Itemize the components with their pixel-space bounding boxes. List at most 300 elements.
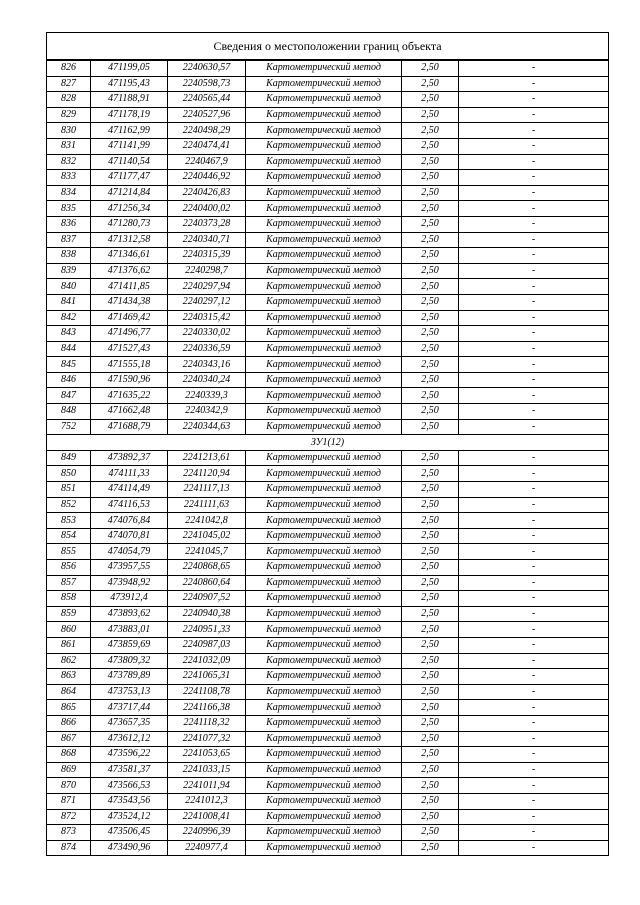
- coordinate-x-cell: 471188,91: [91, 92, 168, 108]
- description-cell: -: [459, 653, 609, 669]
- coordinate-y-cell: 2240630,57: [168, 61, 246, 77]
- coordinate-y-cell: 2241032,09: [168, 653, 246, 669]
- coordinate-y-cell: 2241166,38: [168, 700, 246, 716]
- description-cell: -: [459, 279, 609, 295]
- description-cell: -: [459, 778, 609, 794]
- point-number-cell: 874: [47, 840, 91, 856]
- coordinate-x-cell: 471555,18: [91, 357, 168, 373]
- method-cell: Картометрический метод: [246, 310, 402, 326]
- accuracy-cell: 2,50: [402, 123, 459, 139]
- point-number-cell: 846: [47, 372, 91, 388]
- method-cell: Картометрический метод: [246, 154, 402, 170]
- point-number-cell: 867: [47, 731, 91, 747]
- description-cell: -: [459, 809, 609, 825]
- coordinate-x-cell: 471590,96: [91, 372, 168, 388]
- table-row: [47, 528, 609, 544]
- method-cell: Картометрический метод: [246, 404, 402, 420]
- description-cell: -: [459, 294, 609, 310]
- description-cell: -: [459, 76, 609, 92]
- method-cell: Картометрический метод: [246, 747, 402, 763]
- accuracy-cell: 2,50: [402, 731, 459, 747]
- description-cell: -: [459, 232, 609, 248]
- method-cell: Картометрический метод: [246, 263, 402, 279]
- table-row: [47, 575, 609, 591]
- method-cell: Картометрический метод: [246, 232, 402, 248]
- point-number-cell: 844: [47, 341, 91, 357]
- point-number-cell: 827: [47, 76, 91, 92]
- table-row: [47, 747, 609, 763]
- point-number-cell: 833: [47, 170, 91, 186]
- method-cell: Картометрический метод: [246, 591, 402, 607]
- table-row: [47, 637, 609, 653]
- coordinate-y-cell: 2240297,94: [168, 279, 246, 295]
- point-number-cell: 838: [47, 248, 91, 264]
- point-number-cell: 836: [47, 216, 91, 232]
- table-row: [47, 201, 609, 217]
- description-cell: -: [459, 92, 609, 108]
- coordinate-y-cell: 2240342,9: [168, 404, 246, 420]
- method-cell: Картометрический метод: [246, 61, 402, 77]
- coordinate-x-cell: 471635,22: [91, 388, 168, 404]
- table-row: [47, 372, 609, 388]
- description-cell: -: [459, 793, 609, 809]
- table-row: [47, 248, 609, 264]
- accuracy-cell: 2,50: [402, 747, 459, 763]
- method-cell: Картометрический метод: [246, 793, 402, 809]
- coordinate-x-cell: 473612,12: [91, 731, 168, 747]
- coordinate-y-cell: 2241065,31: [168, 669, 246, 685]
- accuracy-cell: 2,50: [402, 372, 459, 388]
- accuracy-cell: 2,50: [402, 715, 459, 731]
- method-cell: Картометрический метод: [246, 575, 402, 591]
- coordinate-y-cell: 2241053,65: [168, 747, 246, 763]
- table-row: [47, 840, 609, 856]
- point-number-cell: 868: [47, 747, 91, 763]
- table-row: [47, 61, 609, 77]
- point-number-cell: 855: [47, 544, 91, 560]
- point-number-cell: 837: [47, 232, 91, 248]
- point-number-cell: 871: [47, 793, 91, 809]
- coordinate-x-cell: 473506,45: [91, 825, 168, 841]
- method-cell: Картометрический метод: [246, 622, 402, 638]
- coordinate-y-cell: 2240336,59: [168, 341, 246, 357]
- table-row: [47, 123, 609, 139]
- coordinate-x-cell: 474116,53: [91, 497, 168, 513]
- description-cell: -: [459, 575, 609, 591]
- accuracy-cell: 2,50: [402, 263, 459, 279]
- description-cell: -: [459, 591, 609, 607]
- method-cell: Картометрический метод: [246, 170, 402, 186]
- description-cell: -: [459, 388, 609, 404]
- accuracy-cell: 2,50: [402, 232, 459, 248]
- method-cell: Картометрический метод: [246, 637, 402, 653]
- description-cell: -: [459, 404, 609, 420]
- coordinate-x-cell: 471469,42: [91, 310, 168, 326]
- coordinate-y-cell: 2241077,32: [168, 731, 246, 747]
- accuracy-cell: 2,50: [402, 185, 459, 201]
- accuracy-cell: 2,50: [402, 92, 459, 108]
- table-row: [47, 107, 609, 123]
- point-number-cell: 842: [47, 310, 91, 326]
- point-number-cell: 826: [47, 61, 91, 77]
- point-number-cell: 848: [47, 404, 91, 420]
- description-cell: -: [459, 669, 609, 685]
- coordinate-y-cell: 2241108,78: [168, 684, 246, 700]
- table-row: [47, 466, 609, 482]
- accuracy-cell: 2,50: [402, 419, 459, 435]
- coordinate-x-cell: 473524,12: [91, 809, 168, 825]
- table-row: [47, 482, 609, 498]
- coordinate-x-cell: 473948,92: [91, 575, 168, 591]
- method-cell: Картометрический метод: [246, 684, 402, 700]
- coordinate-x-cell: 471411,85: [91, 279, 168, 295]
- coordinate-y-cell: 2240400,02: [168, 201, 246, 217]
- coordinate-x-cell: 471140,54: [91, 154, 168, 170]
- accuracy-cell: 2,50: [402, 248, 459, 264]
- coordinate-y-cell: 2240344,63: [168, 419, 246, 435]
- accuracy-cell: 2,50: [402, 778, 459, 794]
- method-cell: Картометрический метод: [246, 700, 402, 716]
- description-cell: -: [459, 513, 609, 529]
- accuracy-cell: 2,50: [402, 544, 459, 560]
- coordinate-y-cell: 2241011,94: [168, 778, 246, 794]
- method-cell: Картометрический метод: [246, 715, 402, 731]
- coordinate-x-cell: 471141,99: [91, 138, 168, 154]
- table-row: [47, 793, 609, 809]
- document-title: Сведения о местоположении границ объекта: [46, 32, 609, 60]
- method-cell: Картометрический метод: [246, 388, 402, 404]
- coordinate-y-cell: 2241012,3: [168, 793, 246, 809]
- coordinate-y-cell: 2240467,9: [168, 154, 246, 170]
- coordinate-y-cell: 2240907,52: [168, 591, 246, 607]
- coordinate-x-cell: 473490,96: [91, 840, 168, 856]
- coordinate-y-cell: 2241045,7: [168, 544, 246, 560]
- accuracy-cell: 2,50: [402, 669, 459, 685]
- accuracy-cell: 2,50: [402, 762, 459, 778]
- method-cell: Картометрический метод: [246, 248, 402, 264]
- coordinate-y-cell: 2240598,73: [168, 76, 246, 92]
- coordinate-x-cell: 473566,53: [91, 778, 168, 794]
- point-number-cell: 869: [47, 762, 91, 778]
- description-cell: -: [459, 747, 609, 763]
- coordinate-x-cell: 471376,62: [91, 263, 168, 279]
- accuracy-cell: 2,50: [402, 653, 459, 669]
- table-row: [47, 450, 609, 466]
- coordinate-x-cell: 473883,01: [91, 622, 168, 638]
- accuracy-cell: 2,50: [402, 622, 459, 638]
- table-row: [47, 170, 609, 186]
- coordinate-y-cell: 2240330,02: [168, 326, 246, 342]
- accuracy-cell: 2,50: [402, 466, 459, 482]
- accuracy-cell: 2,50: [402, 76, 459, 92]
- accuracy-cell: 2,50: [402, 528, 459, 544]
- table-row: [47, 591, 609, 607]
- table-row: [47, 513, 609, 529]
- coordinate-x-cell: 471496,77: [91, 326, 168, 342]
- accuracy-cell: 2,50: [402, 809, 459, 825]
- accuracy-cell: 2,50: [402, 154, 459, 170]
- method-cell: Картометрический метод: [246, 185, 402, 201]
- method-cell: Картометрический метод: [246, 466, 402, 482]
- table-row: [47, 310, 609, 326]
- description-cell: -: [459, 216, 609, 232]
- point-number-cell: 847: [47, 388, 91, 404]
- method-cell: Картометрический метод: [246, 450, 402, 466]
- point-number-cell: 860: [47, 622, 91, 638]
- coordinate-y-cell: 2240940,38: [168, 606, 246, 622]
- description-cell: -: [459, 138, 609, 154]
- description-cell: -: [459, 357, 609, 373]
- accuracy-cell: 2,50: [402, 107, 459, 123]
- point-number-cell: 852: [47, 497, 91, 513]
- coordinate-y-cell: 2240996,39: [168, 825, 246, 841]
- table-row: [47, 622, 609, 638]
- accuracy-cell: 2,50: [402, 404, 459, 420]
- coordinate-y-cell: 2241045,02: [168, 528, 246, 544]
- coordinate-x-cell: 473912,4: [91, 591, 168, 607]
- coordinate-x-cell: 473957,55: [91, 560, 168, 576]
- coordinate-y-cell: 2241042,8: [168, 513, 246, 529]
- point-number-cell: 863: [47, 669, 91, 685]
- description-cell: -: [459, 497, 609, 513]
- method-cell: Картометрический метод: [246, 497, 402, 513]
- coordinate-y-cell: 2240951,33: [168, 622, 246, 638]
- coordinate-x-cell: 471434,38: [91, 294, 168, 310]
- coordinate-y-cell: 2240297,12: [168, 294, 246, 310]
- method-cell: Картометрический метод: [246, 138, 402, 154]
- point-number-cell: 856: [47, 560, 91, 576]
- point-number-cell: 830: [47, 123, 91, 139]
- coordinate-y-cell: 2241120,94: [168, 466, 246, 482]
- description-cell: -: [459, 107, 609, 123]
- table-row: [47, 279, 609, 295]
- coordinate-x-cell: 471214,84: [91, 185, 168, 201]
- section-row: [47, 435, 609, 451]
- method-cell: Картометрический метод: [246, 216, 402, 232]
- coordinate-y-cell: 2240340,71: [168, 232, 246, 248]
- coordinate-y-cell: 2240527,96: [168, 107, 246, 123]
- description-cell: -: [459, 326, 609, 342]
- coordinate-x-cell: 471662,48: [91, 404, 168, 420]
- point-number-cell: 851: [47, 482, 91, 498]
- table-row: [47, 684, 609, 700]
- method-cell: Картометрический метод: [246, 372, 402, 388]
- table-row: [47, 216, 609, 232]
- document-sheet: [46, 32, 609, 856]
- coordinate-y-cell: 2240474,41: [168, 138, 246, 154]
- description-cell: -: [459, 310, 609, 326]
- table-row: [47, 185, 609, 201]
- point-number-cell: 850: [47, 466, 91, 482]
- accuracy-cell: 2,50: [402, 326, 459, 342]
- table-row: [47, 544, 609, 560]
- coordinate-y-cell: 2240315,42: [168, 310, 246, 326]
- coordinate-x-cell: 471162,99: [91, 123, 168, 139]
- accuracy-cell: 2,50: [402, 341, 459, 357]
- table-body-after-section: [47, 450, 609, 855]
- table-row: [47, 263, 609, 279]
- table-row: [47, 357, 609, 373]
- description-cell: -: [459, 201, 609, 217]
- coordinate-x-cell: 471177,47: [91, 170, 168, 186]
- accuracy-cell: 2,50: [402, 560, 459, 576]
- accuracy-cell: 2,50: [402, 138, 459, 154]
- point-number-cell: 862: [47, 653, 91, 669]
- accuracy-cell: 2,50: [402, 497, 459, 513]
- description-cell: -: [459, 185, 609, 201]
- coordinate-x-cell: 474070,81: [91, 528, 168, 544]
- method-cell: Картометрический метод: [246, 653, 402, 669]
- description-cell: -: [459, 825, 609, 841]
- coordinate-x-cell: 471688,79: [91, 419, 168, 435]
- method-cell: Картометрический метод: [246, 123, 402, 139]
- description-cell: -: [459, 419, 609, 435]
- coordinate-x-cell: 473809,32: [91, 653, 168, 669]
- point-number-cell: 849: [47, 450, 91, 466]
- coordinate-y-cell: 2240868,65: [168, 560, 246, 576]
- coordinate-y-cell: 2241033,15: [168, 762, 246, 778]
- accuracy-cell: 2,50: [402, 637, 459, 653]
- point-number-cell: 835: [47, 201, 91, 217]
- point-number-cell: 859: [47, 606, 91, 622]
- table-row: [47, 731, 609, 747]
- accuracy-cell: 2,50: [402, 700, 459, 716]
- method-cell: Картометрический метод: [246, 560, 402, 576]
- method-cell: Картометрический метод: [246, 92, 402, 108]
- coordinate-y-cell: 2241111,63: [168, 497, 246, 513]
- accuracy-cell: 2,50: [402, 825, 459, 841]
- table-row: [47, 825, 609, 841]
- coordinate-y-cell: 2240339,3: [168, 388, 246, 404]
- method-cell: Картометрический метод: [246, 528, 402, 544]
- point-number-cell: 829: [47, 107, 91, 123]
- method-cell: Картометрический метод: [246, 76, 402, 92]
- table-row: [47, 232, 609, 248]
- coordinate-y-cell: 2240860,64: [168, 575, 246, 591]
- table-row: [47, 715, 609, 731]
- description-cell: -: [459, 154, 609, 170]
- method-cell: Картометрический метод: [246, 201, 402, 217]
- coordinate-x-cell: 474076,84: [91, 513, 168, 529]
- coordinate-x-cell: 471199,05: [91, 61, 168, 77]
- coordinate-y-cell: 2240340,24: [168, 372, 246, 388]
- description-cell: -: [459, 560, 609, 576]
- method-cell: Картометрический метод: [246, 279, 402, 295]
- point-number-cell: 873: [47, 825, 91, 841]
- coordinate-y-cell: 2240373,28: [168, 216, 246, 232]
- table-row: [47, 154, 609, 170]
- accuracy-cell: 2,50: [402, 170, 459, 186]
- description-cell: -: [459, 450, 609, 466]
- point-number-cell: 865: [47, 700, 91, 716]
- coordinate-x-cell: 473893,62: [91, 606, 168, 622]
- method-cell: Картометрический метод: [246, 544, 402, 560]
- method-cell: Картометрический метод: [246, 419, 402, 435]
- accuracy-cell: 2,50: [402, 575, 459, 591]
- description-cell: -: [459, 762, 609, 778]
- point-number-cell: 843: [47, 326, 91, 342]
- coordinate-x-cell: 474054,79: [91, 544, 168, 560]
- description-cell: -: [459, 61, 609, 77]
- description-cell: -: [459, 684, 609, 700]
- coordinate-y-cell: 2241008,41: [168, 809, 246, 825]
- coordinate-y-cell: 2240426,83: [168, 185, 246, 201]
- coordinate-x-cell: 474111,33: [91, 466, 168, 482]
- coordinate-x-cell: 473657,35: [91, 715, 168, 731]
- description-cell: -: [459, 123, 609, 139]
- table-row: [47, 294, 609, 310]
- description-cell: -: [459, 466, 609, 482]
- table-row: [47, 669, 609, 685]
- coordinate-x-cell: 471178,19: [91, 107, 168, 123]
- coordinate-x-cell: 471346,61: [91, 248, 168, 264]
- point-number-cell: 870: [47, 778, 91, 794]
- section-row-group: [47, 435, 609, 451]
- coordinate-x-cell: 473789,89: [91, 669, 168, 685]
- table-row: [47, 778, 609, 794]
- coordinate-x-cell: 471256,34: [91, 201, 168, 217]
- method-cell: Картометрический метод: [246, 840, 402, 856]
- coordinate-x-cell: 474114,49: [91, 482, 168, 498]
- point-number-cell: 840: [47, 279, 91, 295]
- coordinate-x-cell: 473581,37: [91, 762, 168, 778]
- point-number-cell: 857: [47, 575, 91, 591]
- coordinate-y-cell: 2241213,61: [168, 450, 246, 466]
- boundary-coordinates-table: [46, 60, 609, 856]
- method-cell: Картометрический метод: [246, 669, 402, 685]
- coordinate-y-cell: 2240498,29: [168, 123, 246, 139]
- point-number-cell: 872: [47, 809, 91, 825]
- coordinate-y-cell: 2240446,92: [168, 170, 246, 186]
- method-cell: Картометрический метод: [246, 809, 402, 825]
- point-number-cell: 858: [47, 591, 91, 607]
- point-number-cell: 866: [47, 715, 91, 731]
- method-cell: Картометрический метод: [246, 482, 402, 498]
- table-row: [47, 76, 609, 92]
- description-cell: -: [459, 622, 609, 638]
- coordinate-x-cell: 473543,56: [91, 793, 168, 809]
- accuracy-cell: 2,50: [402, 294, 459, 310]
- coordinate-y-cell: 2241118,32: [168, 715, 246, 731]
- table-row: [47, 388, 609, 404]
- point-number-cell: 841: [47, 294, 91, 310]
- coordinate-y-cell: 2240315,39: [168, 248, 246, 264]
- coordinate-x-cell: 473859,69: [91, 637, 168, 653]
- point-number-cell: 864: [47, 684, 91, 700]
- description-cell: -: [459, 544, 609, 560]
- coordinate-x-cell: 471312,58: [91, 232, 168, 248]
- description-cell: -: [459, 840, 609, 856]
- accuracy-cell: 2,50: [402, 388, 459, 404]
- table-row: [47, 138, 609, 154]
- accuracy-cell: 2,50: [402, 279, 459, 295]
- table-row: [47, 606, 609, 622]
- coordinate-y-cell: 2240343,16: [168, 357, 246, 373]
- coordinate-x-cell: 473596,22: [91, 747, 168, 763]
- accuracy-cell: 2,50: [402, 793, 459, 809]
- point-number-cell: 861: [47, 637, 91, 653]
- table-row: [47, 497, 609, 513]
- point-number-cell: 752: [47, 419, 91, 435]
- coordinate-x-cell: 473753,13: [91, 684, 168, 700]
- method-cell: Картометрический метод: [246, 606, 402, 622]
- accuracy-cell: 2,50: [402, 61, 459, 77]
- description-cell: -: [459, 372, 609, 388]
- method-cell: Картометрический метод: [246, 294, 402, 310]
- section-label: ЗУ1(12): [47, 435, 609, 451]
- table-row: [47, 326, 609, 342]
- description-cell: -: [459, 715, 609, 731]
